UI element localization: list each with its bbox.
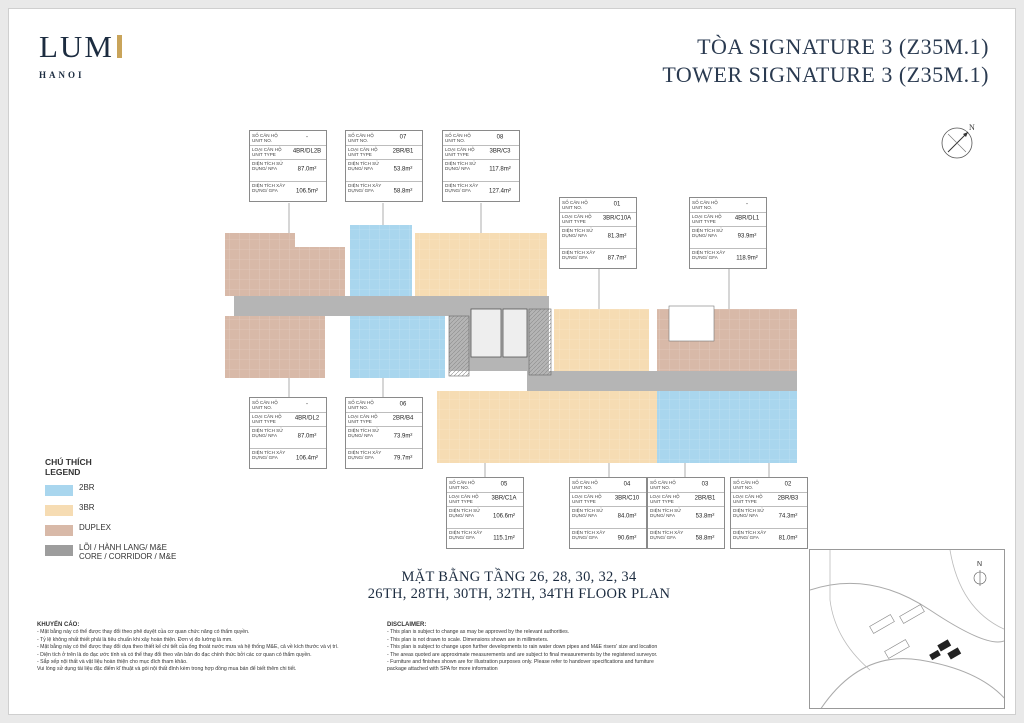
unit-number: 05: [500, 481, 508, 488]
unit-3br-05: [437, 391, 561, 463]
unit-card: SỐ CĂN HỘ UNIT NO. 01 LOẠI CĂN HỘ UNIT TYPE 3BR/C10A DIỆN TÍCH SỬ DỤNG/ NFA 81.3m² DIỆN TÍCH XÂY DỰNG/ GFA 87.7m²: [559, 197, 637, 269]
unit-type: 2BR/B4: [392, 415, 414, 422]
legend-item-core: LÕI / HÀNH LANG/ M&E CORE / CORRIDOR / M&E: [45, 541, 92, 561]
notes-en: DISCLAIMER: - This plan is subject to change as may be approved by the relevant authorities. - This plan is not drawn to scale. Dimensions shown are in millimeters. - This plan is subject to change upon further developments to rain water down pipes and M&E risers' size and location - The areas quoted are approximate measurements and are subject to final measurements by the registered surveyor. - Furniture and finishes shown are for illustration purposes only. Please refer to handover specifications and furniture package attached with SPA for more information: [387, 622, 658, 673]
unit-card: SỐ CĂN HỘ UNIT NO. 07 LOẠI CĂN HỘ UNIT TYPE 2BR/B1 DIỆN TÍCH SỬ DỤNG/ NFA 53.8m² DIỆN TÍCH XÂY DỰNG/ GFA 58.8m²: [345, 130, 423, 202]
legend-item-3br: 3BR: [45, 501, 92, 521]
unit-nfa: 87.0m²: [297, 433, 317, 440]
unit-2br-02: [717, 391, 797, 463]
legend-swatch: [45, 525, 73, 536]
unit-nfa: 106.6m²: [492, 513, 515, 520]
logo-brand: LUM: [39, 29, 114, 64]
unit-number: 01: [613, 201, 621, 208]
unit-nfa: 81.3m²: [607, 233, 627, 240]
legend-swatch: [45, 505, 73, 516]
key-map-highlight: [929, 639, 961, 660]
unit-type: 4BR/DL2: [294, 415, 320, 422]
unit-duplex-dl2: [225, 316, 325, 378]
unit-nfa: 53.8m²: [393, 166, 413, 173]
unit-duplex-dl1: [657, 306, 797, 371]
unit-3br-08: [415, 233, 547, 296]
legend-title-vi: CHÚ THÍCH: [45, 457, 92, 467]
unit-type: 3BR/C10: [614, 495, 640, 502]
legend-item-duplex: DUPLEX: [45, 521, 92, 541]
unit-number: -: [306, 401, 308, 408]
unit-2br-03: [657, 391, 717, 463]
floor-plan-title-vi: MẶT BẰNG TẦNG 26, 28, 30, 32, 34: [401, 569, 637, 585]
unit-type: 4BR/DL1: [734, 215, 760, 222]
unit-number: -: [746, 201, 748, 208]
unit-gfa: 115.1m²: [493, 534, 515, 541]
unit-type: 4BR/DL2B: [292, 148, 322, 155]
unit-card: SỐ CĂN HỘ UNIT NO. 08 LOẠI CĂN HỘ UNIT TYPE 3BR/C3 DIỆN TÍCH SỬ DỤNG/ NFA 117.8m² DIỆN TÍCH XÂY DỰNG/ GFA 127.4m²: [442, 130, 520, 202]
unit-nfa: 53.8m²: [695, 513, 715, 520]
notes-vi: KHUYẾN CÁO: - Mặt bằng này có thể được thay đổi theo phê duyệt của cơ quan chức năng có thẩm quyền. - Tỷ lệ không nhất thiết phải là tiêu chuẩn khi xây hoàn thiện. Đơn vị đo lường là mm. - Mặt bằng này có thể được thay đổi dựa theo thiết kế chi tiết của ống thoát nước mưa và hệ thống M&E, cả về kích thước và vị trí. - Diện tích ở trên là do đạc ước tính và có thể thay đổi theo văn bản đo đạc chính thức bởi các cơ quan có thẩm quyền. - Sắp xếp nội thất và vật liệu hoàn thiện cho mục đích tham khảo. Vui lòng sử dụng tài liệu đặc điểm kĩ thuật và gói nội thất đính kèm trong hợp đồng mua bán để biết thêm chi tiết.: [37, 622, 339, 673]
unit-gfa: 118.9m²: [736, 254, 758, 261]
unit-type: 2BR/B1: [694, 495, 716, 502]
unit-2br-07: [350, 225, 412, 296]
unit-gfa: 90.6m²: [617, 534, 637, 541]
unit-number: 04: [623, 481, 631, 488]
unit-3br-01: [554, 309, 649, 371]
unit-card: SỐ CĂN HỘ UNIT NO. 06 LOẠI CĂN HỘ UNIT TYPE 2BR/B4 DIỆN TÍCH SỬ DỤNG/ NFA 73.9m² DIỆN TÍCH XÂY DỰNG/ GFA 79.7m²: [345, 397, 423, 469]
legend-swatch: [45, 485, 73, 496]
unit-type: 2BR/B1: [392, 148, 414, 155]
tower-title-en: TOWER SIGNATURE 3 (Z35M.1): [662, 62, 989, 87]
unit-type: 2BR/B3: [777, 495, 799, 502]
tower-title-vi: TÒA SIGNATURE 3 (Z35M.1): [697, 34, 989, 59]
unit-gfa: 127.4m²: [488, 187, 511, 194]
unit-gfa: 58.8m²: [695, 534, 715, 541]
legend: [45, 457, 177, 561]
unit-type: 3BR/C3: [489, 148, 511, 155]
unit-nfa: 84.0m²: [617, 513, 637, 520]
unit-card: SỐ CĂN HỘ UNIT NO. - LOẠI CĂN HỘ UNIT TYPE 4BR/DL1 DIỆN TÍCH SỬ DỤNG/ NFA 93.9m² DIỆN TÍCH XÂY DỰNG/ GFA 118.9m²: [689, 197, 767, 269]
unit-card: SỐ CĂN HỘ UNIT NO. - LOẠI CĂN HỘ UNIT TYPE 4BR/DL2 DIỆN TÍCH SỬ DỤNG/ NFA 87.0m² DIỆN TÍCH XÂY DỰNG/ GFA 106.4m²: [249, 397, 327, 469]
unit-number: 07: [399, 134, 407, 141]
unit-number: 08: [496, 134, 504, 141]
unit-3br-04: [561, 391, 657, 463]
unit-card: SỐ CĂN HỘ UNIT NO. - LOẠI CĂN HỘ UNIT TYPE 4BR/DL2B DIỆN TÍCH SỬ DỤNG/ NFA 87.0m² DIỆN TÍCH XÂY DỰNG/ GFA 106.5m²: [249, 130, 327, 202]
unit-number: 06: [399, 401, 407, 408]
unit-2br-06: [350, 316, 445, 378]
compass-north: N: [969, 123, 975, 132]
key-map-north: N: [977, 561, 983, 568]
unit-type: 3BR/C10A: [602, 215, 632, 222]
floor-plan-title: [309, 569, 729, 603]
unit-gfa: 106.5m²: [295, 187, 318, 194]
unit-number: 02: [784, 481, 792, 488]
key-map-drawing: [810, 550, 1005, 709]
unit-card: SỐ CĂN HỘ UNIT NO. 03 LOẠI CĂN HỘ UNIT TYPE 2BR/B1 DIỆN TÍCH SỬ DỤNG/ NFA 53.8m² DIỆN TÍCH XÂY DỰNG/ GFA 58.8m²: [647, 477, 725, 549]
unit-gfa: 58.8m²: [393, 187, 413, 194]
legend-swatch: [45, 545, 73, 556]
legend-title-en: LEGEND: [45, 467, 81, 477]
unit-nfa: 93.9m²: [737, 233, 757, 240]
unit-number: -: [306, 134, 308, 141]
unit-nfa: 117.8m²: [489, 166, 511, 173]
legend-item-2br: 2BR: [45, 481, 92, 501]
floor-plan-sheet: [8, 8, 1016, 715]
unit-nfa: 73.9m²: [393, 433, 413, 440]
unit-number: 03: [701, 481, 709, 488]
unit-type: 3BR/C1A: [491, 495, 517, 502]
site-key-map: [809, 549, 1005, 709]
unit-gfa: 106.4m²: [295, 454, 318, 461]
unit-nfa: 74.3m²: [778, 513, 798, 520]
logo-city: HANOI: [39, 70, 85, 80]
unit-nfa: 87.0m²: [297, 166, 317, 173]
unit-card: SỐ CĂN HỘ UNIT NO. 02 LOẠI CĂN HỘ UNIT TYPE 2BR/B3 DIỆN TÍCH SỬ DỤNG/ NFA 74.3m² DIỆN TÍCH XÂY DỰNG/ GFA 81.0m²: [730, 477, 808, 549]
unit-card: SỐ CĂN HỘ UNIT NO. 05 LOẠI CĂN HỘ UNIT TYPE 3BR/C1A DIỆN TÍCH SỬ DỤNG/ NFA 106.6m² DIỆN TÍCH XÂY DỰNG/ GFA 115.1m²: [446, 477, 524, 549]
unit-gfa: 79.7m²: [393, 454, 413, 461]
unit-duplex-dl2b: [225, 233, 345, 296]
unit-card: SỐ CĂN HỘ UNIT NO. 04 LOẠI CĂN HỘ UNIT TYPE 3BR/C10 DIỆN TÍCH SỬ DỤNG/ NFA 84.0m² DIỆN TÍCH XÂY DỰNG/ GFA 90.6m²: [569, 477, 647, 549]
unit-gfa: 81.0m²: [778, 534, 798, 541]
unit-gfa: 87.7m²: [607, 254, 627, 261]
floor-plan-title-en: 26TH, 28TH, 30TH, 32TH, 34TH FLOOR PLAN: [367, 586, 671, 602]
